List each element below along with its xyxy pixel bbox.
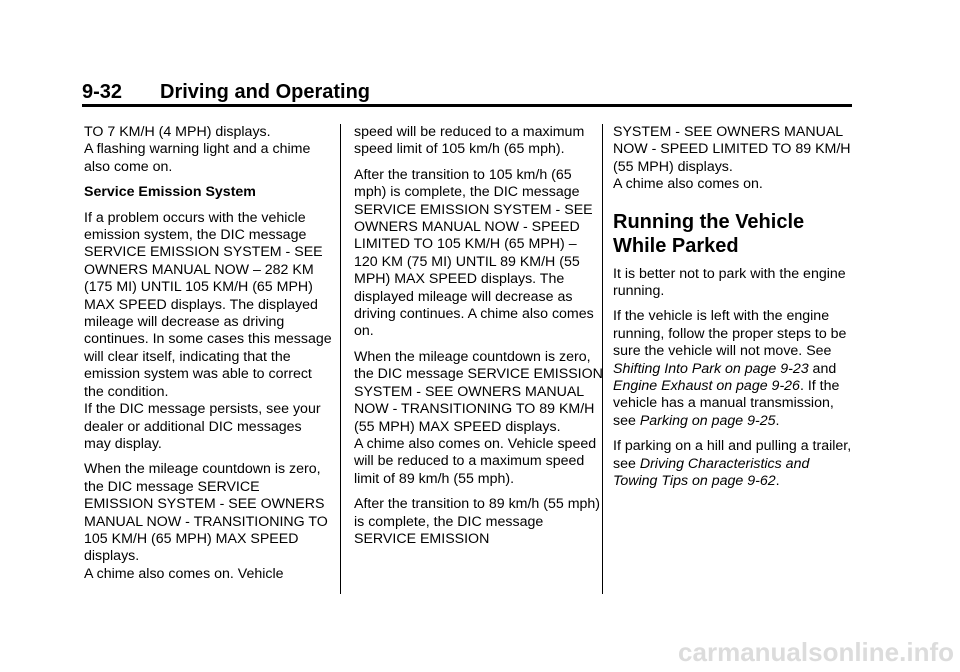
heading-running-vehicle-parked: Running the Vehicle While Parked <box>613 210 805 257</box>
paragraph: A flashing warning light and a chime also come on. <box>84 141 311 175</box>
ref-engine-exhaust[interactable]: Engine Exhaust on page 9-26 <box>613 378 800 395</box>
watermark: carmanualsonline.info <box>678 637 954 667</box>
paragraph: If the DIC message persists, see your dealer or additional DIC messages may display. <box>84 401 321 452</box>
paragraph: If parking on a hill and pulling a trailer, see Driving Characteristics and Towing Tips on page 9-62. <box>613 438 852 490</box>
ref-shifting-into-park[interactable]: Shifting Into Park on page 9-23 <box>613 360 809 377</box>
column-1 <box>84 124 332 583</box>
paragraph: speed will be reduced to a maximum speed limit of 105 km/h (65 mph). <box>354 124 585 158</box>
column-2 <box>354 124 604 548</box>
paragraph: After the transition to 89 km/h (55 mph) is complete, the DIC message SERVICE EMISSION <box>354 496 601 547</box>
column-3 <box>613 124 853 499</box>
paragraph: A chime also comes on. Vehicle speed will be reduced to a maximum speed limit of 89 km/h (55 mph). <box>354 435 597 487</box>
header-rule <box>82 104 852 107</box>
paragraph: When the mileage countdown is zero, the DIC message SERVICE EMISSION SYSTEM - SEE OWNERS MANUAL NOW - TRANSITIONING TO 89 KM/H (55 MPH) MAX SPEED displays. <box>354 348 603 435</box>
paragraph: A chime also comes on. Vehicle <box>84 565 284 582</box>
ref-driving-characteristics[interactable]: Driving Characteristics and Towing Tips on page 9-62 <box>613 455 810 490</box>
paragraph: It is better not to park with the engine running. <box>613 265 846 300</box>
paragraph: A chime also comes on. <box>613 176 763 193</box>
paragraph: SYSTEM - SEE OWNERS MANUAL NOW - SPEED LIMITED TO 89 KM/H (55 MPH) displays. <box>613 124 851 175</box>
page-header <box>82 78 852 106</box>
column-divider <box>340 124 341 594</box>
paragraph: When the mileage countdown is zero, the DIC message SERVICE EMISSION SYSTEM - SEE OWNERS MANUAL NOW - TRANSITIONING TO 105 KM/H (65 MPH) MAX SPEED displays. <box>84 461 328 565</box>
page-number: 9-32 <box>82 81 123 103</box>
paragraph: TO 7 KM/H (4 MPH) displays. <box>84 124 271 140</box>
ref-parking[interactable]: Parking on page 9-25 <box>639 412 776 429</box>
paragraph: If the vehicle is left with the engine running, follow the proper steps to be sure the vehicle will not move. See Shifting Into Park on page 9-23 and Engine Exhaust on page 9-26. If the vehicle has a manual transmission, see Parking on page 9-25. <box>613 308 847 429</box>
paragraph: If a problem occurs with the vehicle emission system, the DIC message SERVICE EMISSION SYSTEM - SEE OWNERS MANUAL NOW – 282 KM (175 MI) UNTIL 105 KM/H (65 MPH) MAX SPEED displays. The displayed mileage will decrease as driving continues. In some cases this message will clear itself, indicating that the emission system was able to correct the condition. <box>84 209 332 400</box>
paragraph: After the transition to 105 km/h (65 mph) is complete, the DIC message SERVICE EMISSION SYSTEM - SEE OWNERS MANUAL NOW - SPEED LIMITED TO 105 KM/H (65 MPH) – 120 KM (75 MI) UNTIL 89 KM/H (55 MPH) MAX SPEED displays. The displayed mileage will decrease as driving continues. A chime also comes on. <box>354 166 594 340</box>
section-title: Driving and Operating <box>160 81 371 103</box>
subheading-service-emission: Service Emission System <box>84 184 256 201</box>
